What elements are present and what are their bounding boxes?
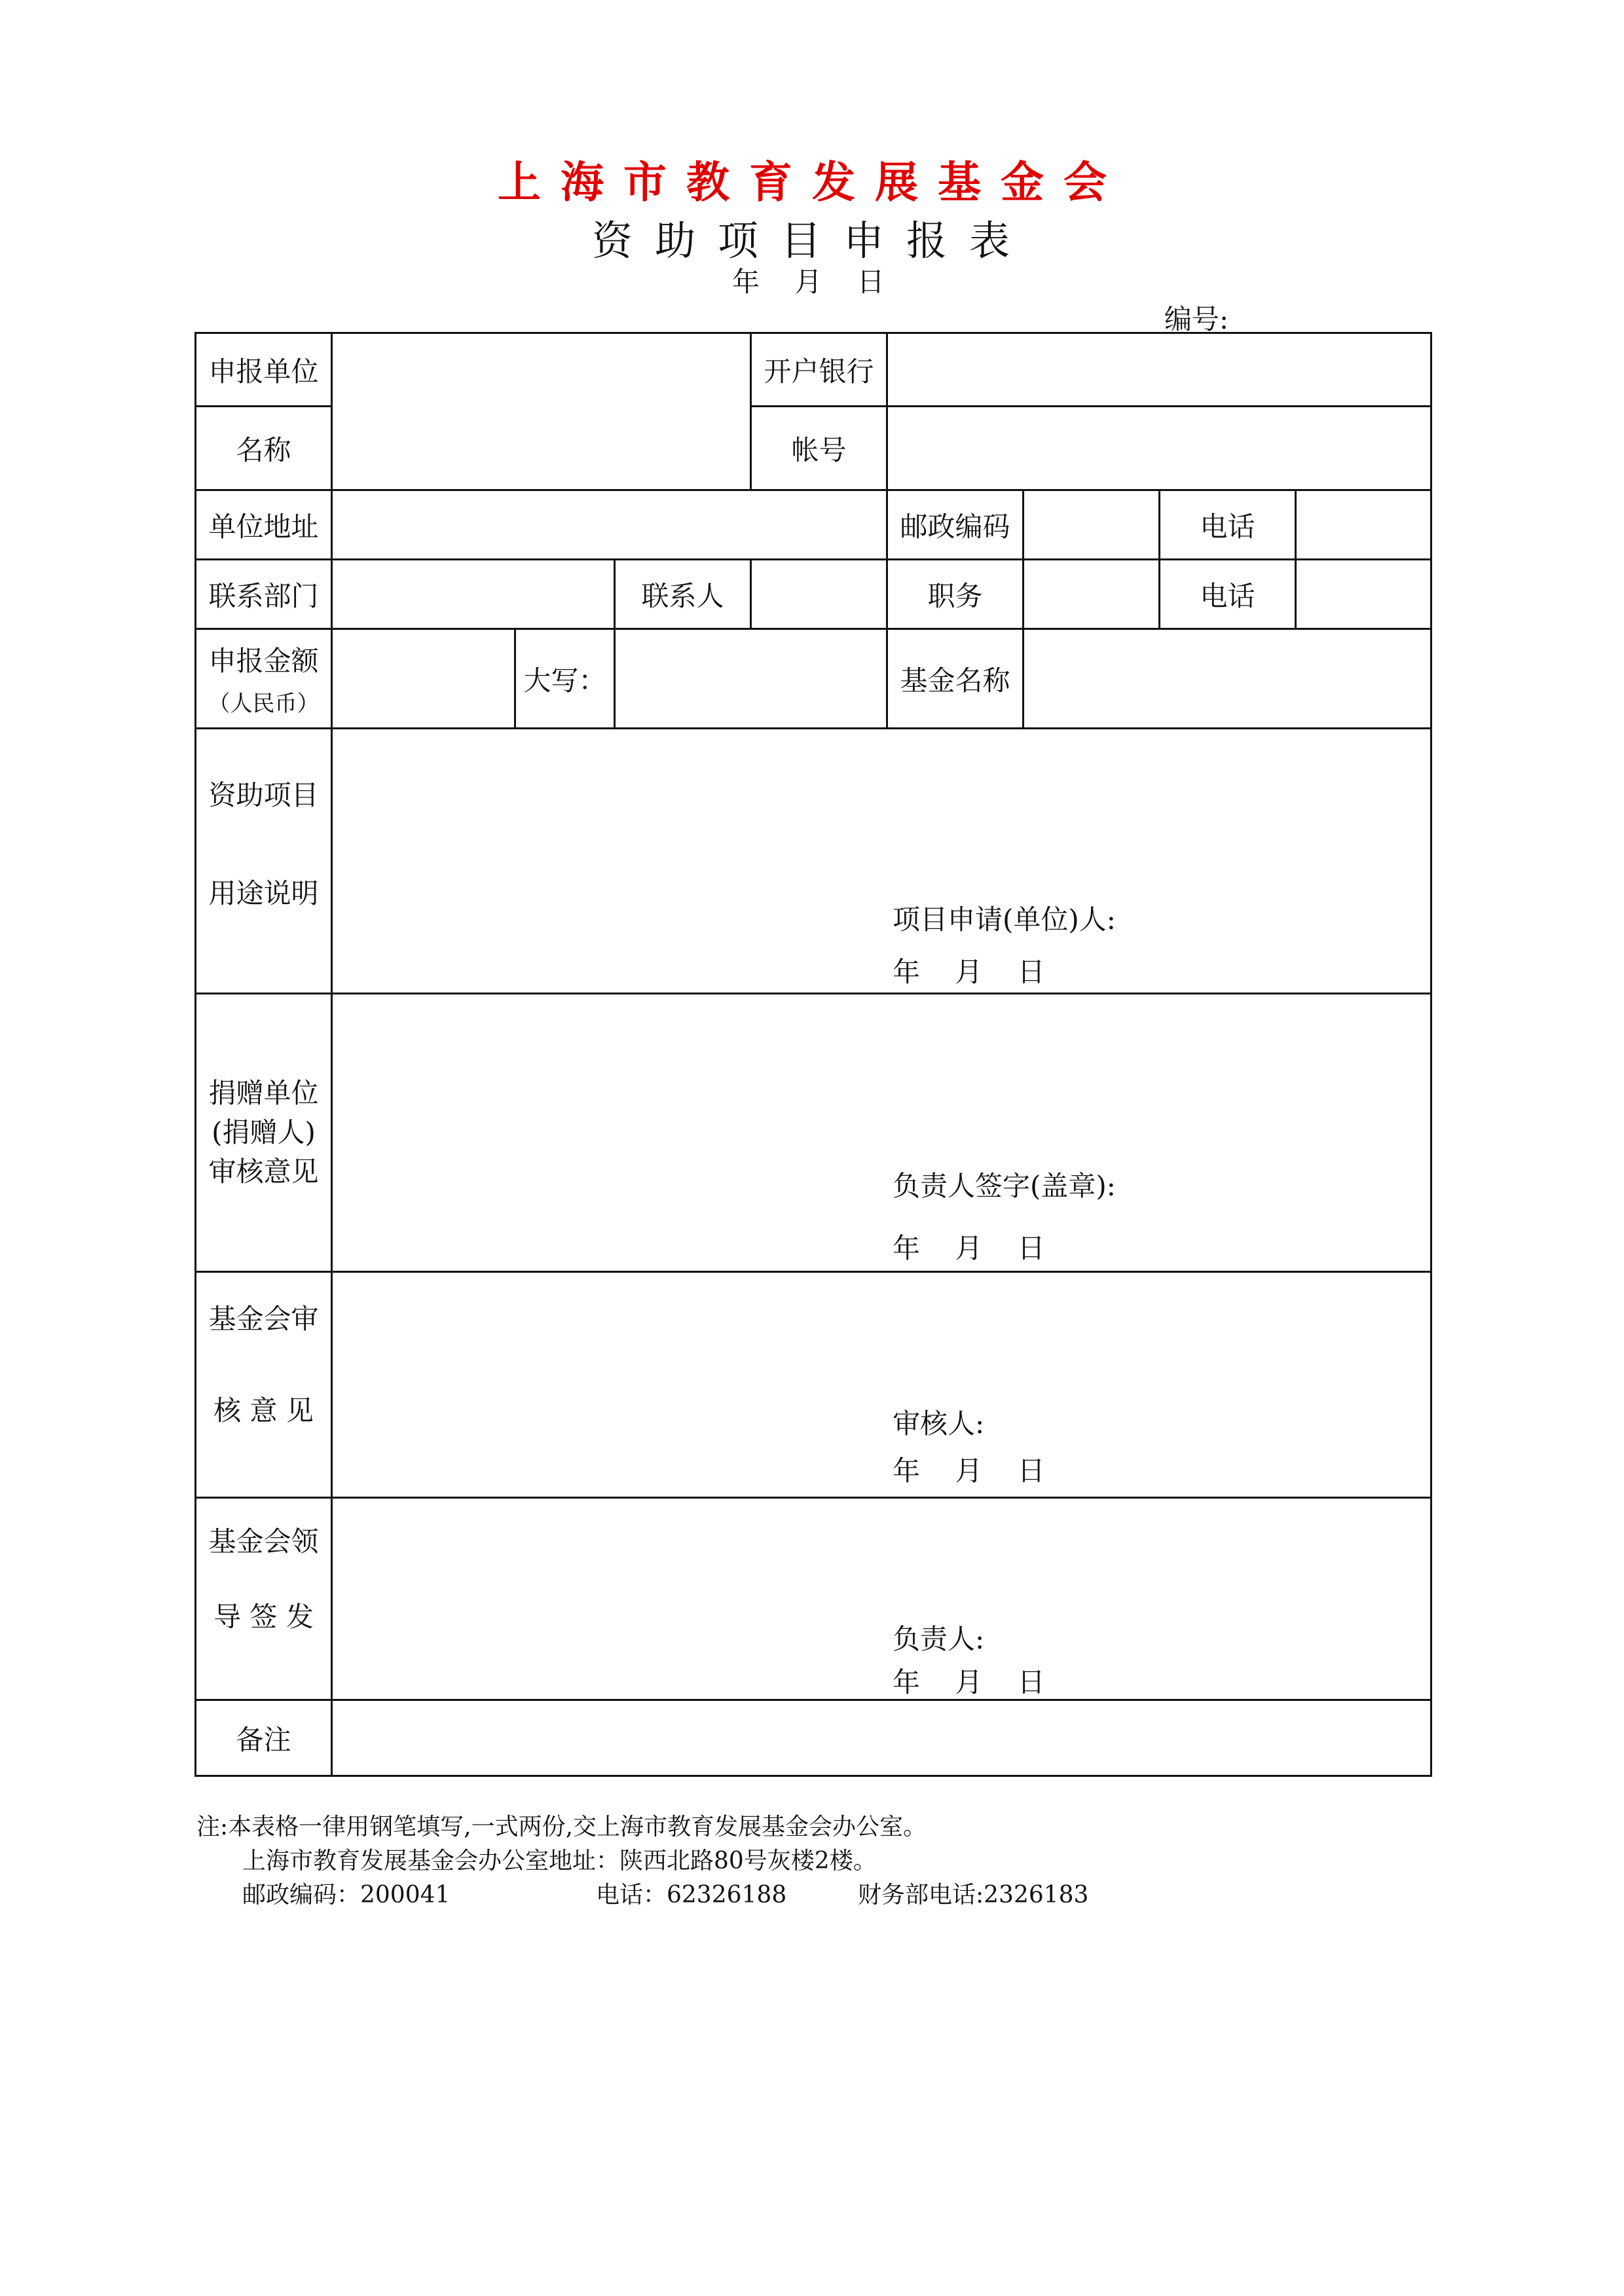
amount-label-text: 申报金额 [208,645,319,677]
note-finance-phone: 财务部电话:2326183 [858,1882,1089,1908]
phone-label: 电话 [1160,490,1296,560]
amount-field[interactable] [332,629,515,729]
phone-field-2[interactable] [1296,560,1431,629]
foundation-name: 上海市教育发展基金会 [498,157,1126,208]
form-title: 资助项目申报表 [591,217,1032,264]
purpose-date: 年 月 日 [893,956,1045,988]
address-field[interactable] [332,490,887,560]
account-label: 帐号 [751,407,887,490]
donor-label-1: 捐赠单位 [208,1077,319,1109]
amount-label [196,629,332,729]
purpose-label-1: 资助项目 [208,779,319,811]
contact-label: 联系人 [615,560,751,629]
foundation-review-field[interactable] [332,1272,1431,1498]
remarks-field[interactable] [332,1700,1431,1776]
donor-date: 年 月 日 [893,1232,1045,1264]
purpose-field[interactable] [332,729,1431,994]
capital-label: 大写： [515,629,615,729]
postcode-field[interactable] [1024,490,1160,560]
donor-review-field[interactable] [332,994,1431,1272]
phone-label-2: 电话 [1160,560,1296,629]
amount-currency-note: （人民币） [208,691,320,717]
position-label: 职务 [887,560,1024,629]
note-line-2: 上海市教育发展基金会办公室地址：陕西北路80号灰楼2楼。 [242,1848,877,1874]
fund-name-field[interactable] [1024,629,1431,729]
review-date: 年 月 日 [893,1455,1045,1487]
note-line-1: 注:本表格一律用钢笔填写,一式两份,交上海市教育发展基金会办公室。 [196,1813,927,1840]
footnotes [196,1810,1088,1912]
form-date: 年 月 日 [732,266,885,298]
capital-field[interactable] [615,629,887,729]
address-label: 单位地址 [196,490,332,560]
serial-number-label: 编号: [1164,303,1229,335]
account-field[interactable] [887,407,1431,490]
fund-name-label: 基金名称 [887,629,1024,729]
position-field[interactable] [1024,560,1160,629]
unit-name-label-2: 名称 [196,407,332,490]
bank-field[interactable] [887,333,1431,407]
unit-name-field[interactable] [332,333,751,490]
leader-label-2: 导 签 发 [213,1600,314,1633]
postcode-label: 邮政编码 [887,490,1024,560]
donor-signer-label: 负责人签字(盖章): [893,1170,1116,1202]
leader-date: 年 月 日 [893,1666,1045,1698]
leader-label-1: 基金会领 [208,1525,319,1558]
donor-review-label [196,994,332,1272]
purpose-signer-label: 项目申请(单位)人: [893,903,1116,936]
dept-field[interactable] [332,560,615,629]
purpose-label-2: 用途说明 [208,877,319,909]
remarks-label: 备注 [196,1700,332,1776]
leader-signoff-label [196,1498,332,1700]
note-phone: 电话：62326188 [596,1882,787,1908]
dept-label: 联系部门 [196,560,332,629]
application-form-table [194,332,1432,1777]
unit-name-label-1: 申报单位 [196,333,332,407]
leader-signoff-field[interactable] [332,1498,1431,1700]
donor-label-2: (捐赠人) [212,1116,316,1148]
contact-field[interactable] [751,560,887,629]
note-postcode: 邮政编码：200041 [242,1882,451,1908]
donor-label-3: 审核意见 [208,1156,319,1188]
leader-signer-label: 负责人: [893,1623,985,1655]
purpose-label [196,729,332,994]
phone-field[interactable] [1296,490,1431,560]
review-label-1: 基金会审 [208,1303,319,1335]
note-line-3 [196,1878,1088,1912]
reviewer-label: 审核人: [893,1408,985,1440]
review-label-2: 核 意 见 [213,1394,314,1427]
bank-label: 开户银行 [751,333,887,407]
foundation-review-label [196,1272,332,1498]
